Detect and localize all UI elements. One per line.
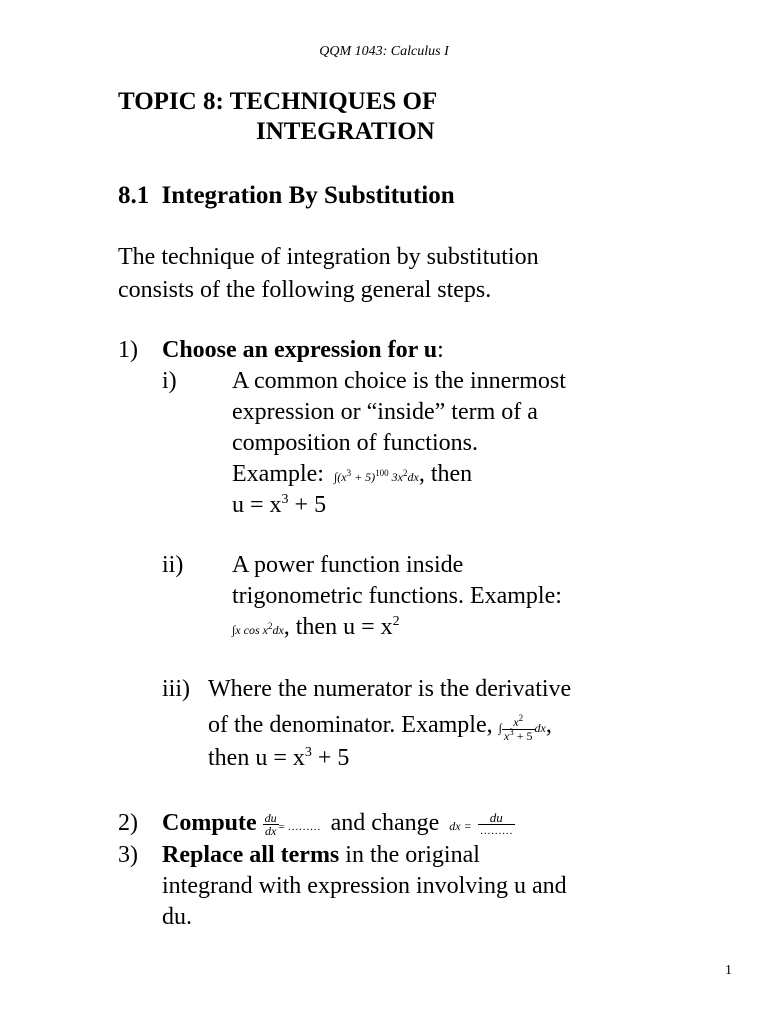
- step1-ii-line2: trigonometric functions. Example:: [232, 583, 562, 609]
- step1-iii-label: iii): [162, 676, 190, 702]
- then-text: , then: [418, 461, 473, 487]
- step1-i-line2: expression or “inside” term of a: [232, 399, 538, 425]
- topic-title-line1: TOPIC 8: TECHNIQUES OF: [118, 88, 438, 115]
- step1-ii-label: ii): [162, 552, 184, 578]
- dx-fraction: $\frac{du}{\dots\dots\dots}$: [479, 809, 513, 837]
- step1-i-u: $u = x^3 + 5$: [232, 492, 327, 518]
- step2-title: Compute: [162, 810, 257, 836]
- step3-line1: Replace all terms in the original: [162, 842, 480, 868]
- fraction-integral: ∫ $\frac{x^2}{x^3 + 5}$ dx: [498, 712, 546, 743]
- step1-colon: :: [437, 337, 444, 363]
- step1-title: Choose an expression for u: [162, 337, 438, 363]
- step1-number: 1): [118, 337, 138, 363]
- fraction: $\frac{x^2}{x^3 + 5}$: [503, 712, 533, 743]
- section-title: Integration By Substitution: [161, 182, 455, 209]
- running-header: QQM 1043: Calculus I: [319, 44, 449, 59]
- step1-iii-u: then $u = x^3 + 5$: [208, 745, 350, 771]
- step1-iii-line2: of the denominator. Example, ∫ $\frac{x^2}{x^3 + 5}$ dx,: [208, 712, 552, 743]
- integral-expression: $\int(x^3 + 5)^{100}$ $3x^2dx$: [333, 468, 419, 484]
- step1-ii-line1: A power function inside: [232, 552, 464, 578]
- step3-number: 3): [118, 842, 138, 868]
- step3-line3: du.: [162, 904, 192, 930]
- step2-number: 2): [118, 810, 138, 836]
- integral-expression: ∫x $\cos x^2dx$: [232, 621, 284, 637]
- page-number: 1: [725, 963, 732, 978]
- step1-i-line3: composition of functions.: [232, 430, 478, 456]
- step3-line2: integrand with expression involving u and: [162, 873, 567, 899]
- step1-i-label: i): [162, 368, 177, 394]
- intro-line2: consists of the following general steps.: [118, 277, 492, 303]
- step3-title: Replace all terms: [162, 842, 340, 868]
- section-heading: [118, 182, 455, 210]
- derivative-fraction: $\frac{du}{dx}$: [264, 810, 277, 838]
- step1-heading: [162, 335, 444, 366]
- example-label: Example:: [232, 461, 324, 487]
- step1-ii-example: ∫x $\cos x^2dx$, then $u = x^2$: [232, 614, 400, 640]
- intro-line1: The technique of integration by substitution: [118, 244, 539, 270]
- step2-line: Compute $\frac{du}{dx}$ = ……… and change dx = $\frac{du}{\dots\dots\dots}$: [162, 809, 513, 838]
- section-number: 8.1: [118, 182, 150, 209]
- topic-title-line2: INTEGRATION: [256, 118, 435, 145]
- step1-i-example: [232, 459, 472, 494]
- step1-iii-line1: Where the numerator is the derivative: [208, 676, 572, 702]
- step1-i-line1: A common choice is the innermost: [232, 368, 566, 394]
